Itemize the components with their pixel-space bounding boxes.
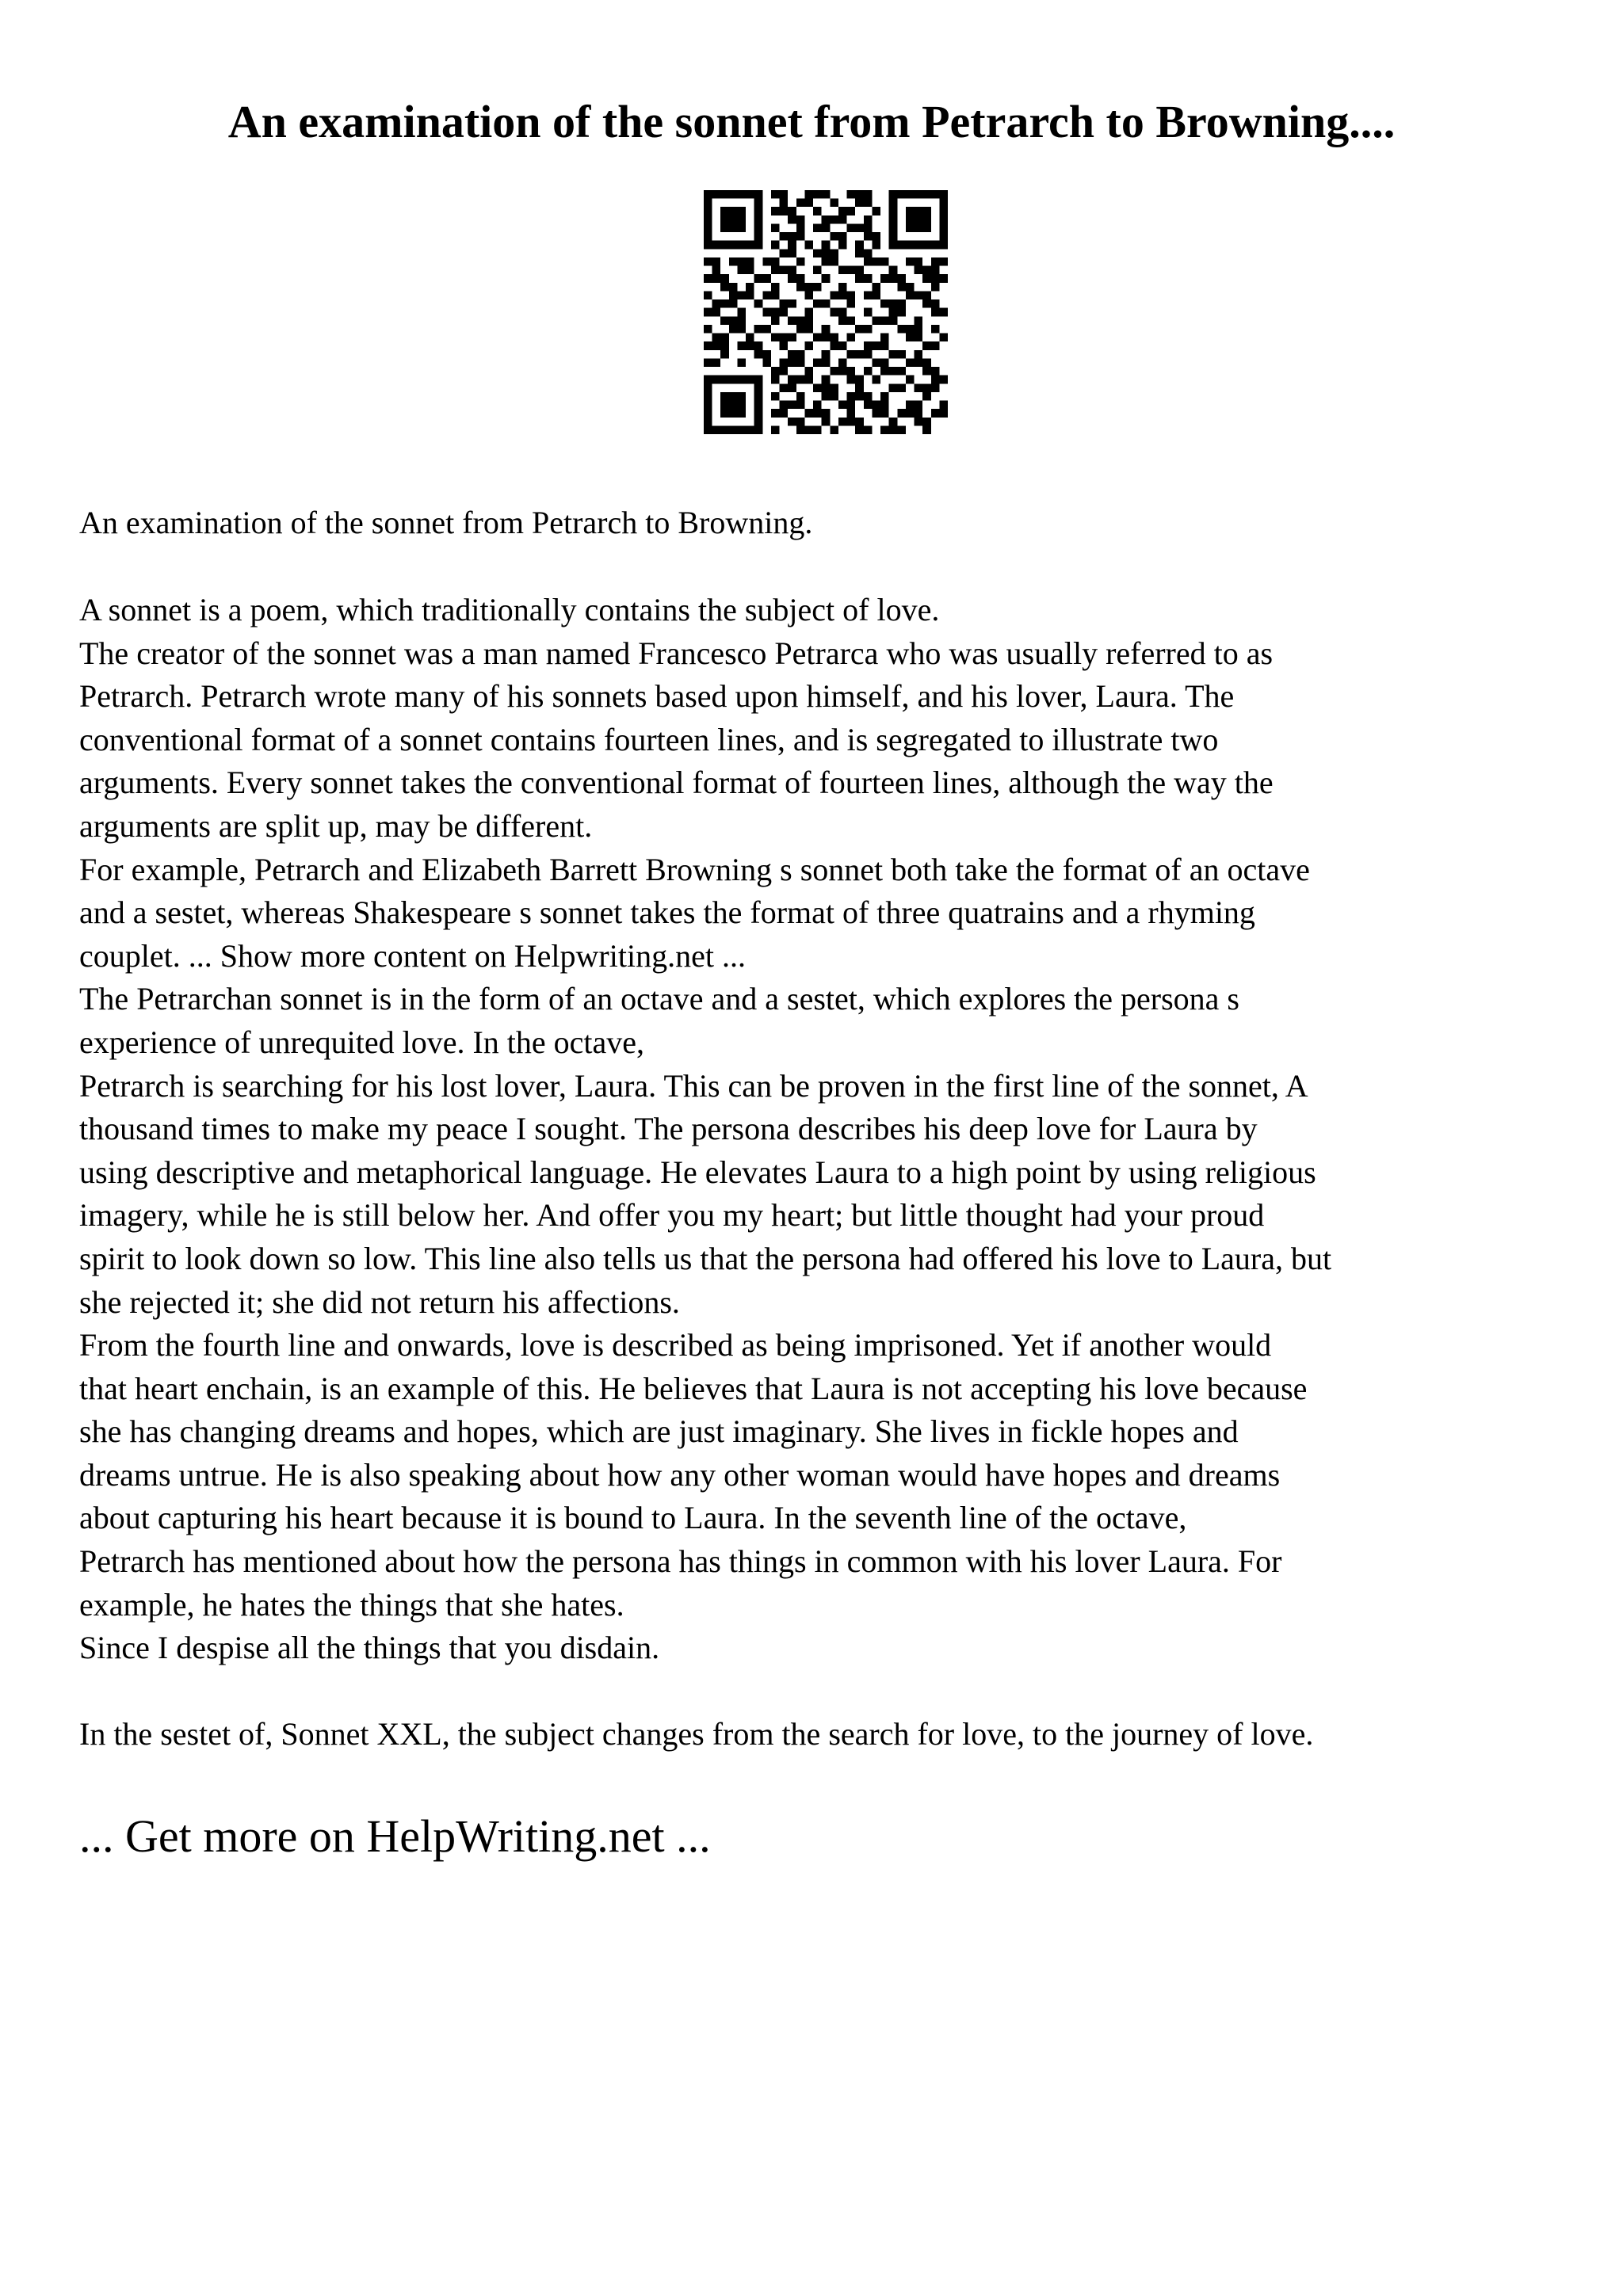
body-line: and a sestet, whereas Shakespeare s sonnet takes the format of three quatrains and a rhyming bbox=[79, 894, 1255, 931]
body-line: experience of unrequited love. In the octave, bbox=[79, 1024, 645, 1060]
body-line: The creator of the sonnet was a man named Francesco Petrarca who was usually referred to as bbox=[79, 635, 1274, 671]
body-line: Petrarch. Petrarch wrote many of his sonnets based upon himself, and his lover, Laura. The bbox=[79, 678, 1235, 715]
body-line: A sonnet is a poem, which traditionally contains the subject of love. bbox=[79, 592, 940, 627]
page-title: An examination of the sonnet from Petrarch to Browning.... bbox=[227, 96, 1396, 147]
body-line: she rejected it; she did not return his affections. bbox=[79, 1283, 680, 1320]
body-line: using descriptive and metaphorical language. He elevates Laura to a high point by using religious bbox=[79, 1154, 1316, 1190]
body-line: dreams untrue. He is also speaking about how any other woman would have hopes and dreams bbox=[79, 1456, 1281, 1493]
body-line: she has changing dreams and hopes, which are just imaginary. She lives in fickle hopes and bbox=[79, 1413, 1239, 1450]
body-line: The Petrarchan sonnet is in the form of an octave and a sestet, which explores the persona s bbox=[79, 981, 1239, 1017]
body-line: about capturing his heart because it is bound to Laura. In the seventh line of the octave, bbox=[79, 1500, 1187, 1536]
body-line: For example, Petrarch and Elizabeth Barrett Browning s sonnet both take the format of an octave bbox=[79, 851, 1310, 887]
body-line: couplet. ... Show more content on Helpwriting.net ... bbox=[79, 937, 746, 974]
closing-paragraph: In the sestet of, Sonnet XXL, the subject changes from the search for love, to the journey of love. bbox=[79, 1716, 1314, 1752]
body-line: Since I despise all the things that you disdain. bbox=[79, 1630, 660, 1666]
body-line: thousand times to make my peace I sought. The persona describes his deep love for Laura by bbox=[79, 1111, 1258, 1147]
body-line: arguments. Every sonnet takes the conventional format of fourteen lines, although the way the bbox=[79, 765, 1274, 801]
body-line: From the fourth line and onwards, love is described as being imprisoned. Yet if another would bbox=[79, 1327, 1272, 1363]
qr-code-icon bbox=[704, 190, 948, 434]
get-more-link[interactable]: ... Get more on HelpWriting.net ... bbox=[79, 1810, 711, 1862]
body-line: that heart enchain, is an example of this. He believes that Laura is not accepting his love because bbox=[79, 1370, 1308, 1406]
body-line: Petrarch has mentioned about how the persona has things in common with his lover Laura. For bbox=[79, 1543, 1282, 1580]
body-line: example, he hates the things that she hates. bbox=[79, 1586, 624, 1623]
body-line: conventional format of a sonnet contains fourteen lines, and is segregated to illustrate two bbox=[79, 721, 1219, 757]
qr-code[interactable] bbox=[704, 190, 948, 434]
body-line: imagery, while he is still below her. And offer you my heart; but little thought had your proud bbox=[79, 1197, 1265, 1234]
document-subtitle: An examination of the sonnet from Petrarch to Browning. bbox=[79, 505, 813, 540]
body-line: spirit to look down so low. This line also tells us that the persona had offered his love to Laura, but bbox=[79, 1240, 1332, 1276]
body-line: Petrarch is searching for his lost lover, Laura. This can be proven in the first line of the sonnet, A bbox=[79, 1067, 1308, 1104]
body-paragraphs bbox=[79, 589, 1569, 1670]
body-line: arguments are split up, may be different. bbox=[79, 807, 593, 844]
